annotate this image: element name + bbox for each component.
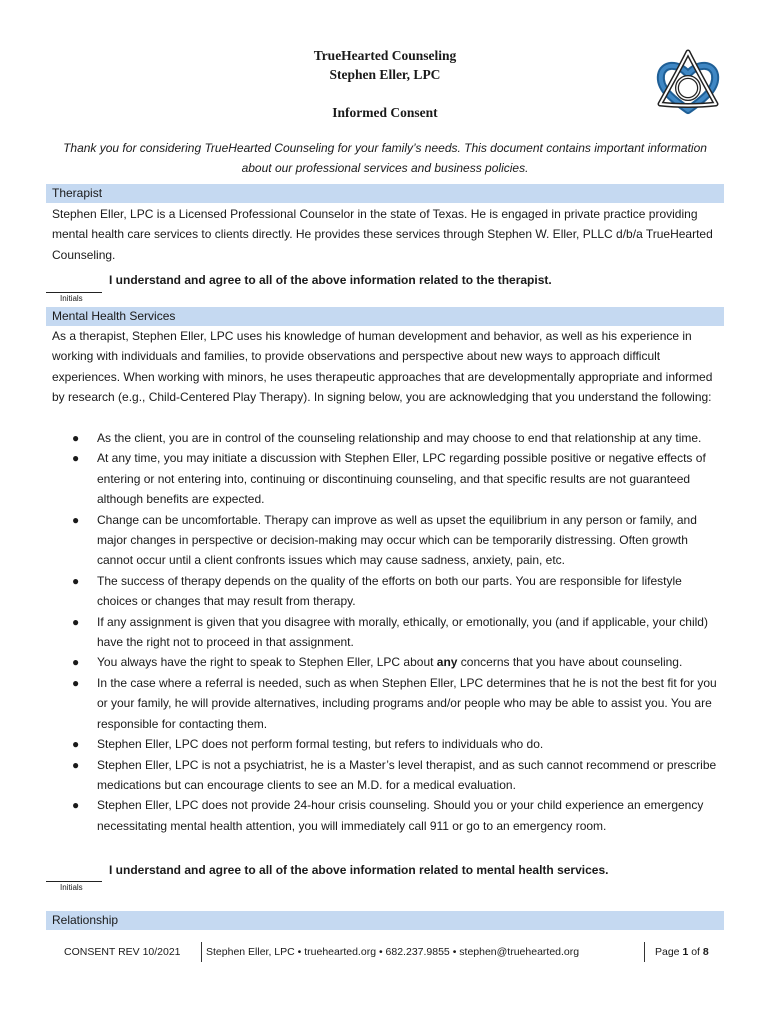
agree-statement-therapist: I understand and agree to all of the above information related to the therapist.	[109, 273, 552, 287]
page-current: 1	[682, 946, 689, 958]
bullet-text: As the client, you are in control of the counseling relationship and may choose to end that relationship at any time.	[97, 431, 702, 445]
bullet-icon: ●	[72, 737, 80, 752]
therapist-name: Stephen Eller, LPC	[329, 67, 441, 82]
bullet-text: The success of therapy depends on the quality of the efforts on both our parts. You are responsible for lifestyle choices or changes that may result from therapy.	[97, 573, 682, 609]
bullet-text-pre: You always have the right to speak to Stephen Eller, LPC about	[97, 655, 437, 670]
bullet-text-post: concerns that you have about counseling.	[457, 655, 683, 670]
bullet-icon: ●	[72, 675, 80, 690]
section-heading-mental-health: Mental Health Services	[46, 307, 724, 326]
page-prefix: Page	[655, 946, 683, 958]
bullet-icon: ●	[72, 573, 80, 588]
bullet-text-emphasis: any	[436, 655, 458, 670]
section-heading-relationship: Relationship	[46, 911, 724, 930]
list-item	[52, 795, 724, 836]
revision-label: CONSENT REV 10/2021	[64, 946, 181, 958]
bullet-text: Stephen Eller, LPC does not provide 24-hour crisis counseling. Should you or your child experience an emergency necessitating mental health attention, you will immediately call 911 or go to an emergency room.	[97, 798, 704, 833]
list-item	[52, 652, 724, 672]
document-title: Informed Consent	[332, 105, 438, 120]
footer-divider	[644, 942, 645, 962]
bullet-icon: ●	[72, 431, 80, 445]
celtic-heart-knot-logo	[651, 48, 725, 122]
bullet-text: Change can be uncomfortable. Therapy can improve as well as upset the equilibrium in any person or family, and major changes in perspective or decision-making may occur which can be temporarily distressing. Often growth cannot occur until a client confronts issues which may cause sadness, anxiety, pain, etc.	[97, 512, 697, 568]
bullet-icon: ●	[72, 451, 80, 466]
list-item	[52, 612, 724, 653]
bullet-icon: ●	[72, 798, 80, 813]
mental-health-intro: As a therapist, Stephen Eller, LPC uses his knowledge of human development and behavior, as well as his experience in working with individuals and families, to provide observations and perspective about new ways to approach difficult experiences. When working with minors, he uses therapeutic approaches that are developmentally appropriate and informed by research (e.g., Child-Centered Play Therapy). In signing below, you are acknowledging that you understand the following:	[52, 329, 713, 405]
page-total: 8	[702, 946, 709, 958]
list-item	[52, 673, 724, 734]
mental-health-bullet-list	[52, 428, 724, 836]
initials-label: Initials	[60, 883, 83, 892]
contact-info: Stephen Eller, LPC • truehearted.org • 682.237.9855 • stephen@truehearted.org	[206, 946, 580, 958]
list-item	[52, 571, 724, 612]
initials-line-mental-health[interactable]	[46, 881, 102, 882]
initials-line-therapist[interactable]	[46, 292, 102, 293]
therapist-paragraph: Stephen Eller, LPC is a Licensed Professional Counselor in the state of Texas. He is engaged in private practice providing mental health care services to clients directly. He provides these services through Stephen W. Eller, PLLC d/b/a TrueHearted Counseling.	[52, 207, 713, 262]
intro-text: Thank you for considering TrueHearted Counseling for your family’s needs. This document contains important information about our professional services and business policies.	[63, 141, 707, 175]
bullet-icon: ●	[72, 757, 80, 772]
list-item	[52, 755, 724, 796]
bullet-icon: ●	[72, 655, 80, 670]
page-of: of	[688, 946, 703, 958]
footer-divider	[201, 942, 202, 962]
agree-statement-mental-health: I understand and agree to all of the above information related to mental health services.	[109, 863, 609, 877]
practice-name: TrueHearted Counseling	[313, 48, 457, 63]
list-item	[52, 734, 724, 754]
bullet-text: Stephen Eller, LPC is not a psychiatrist, he is a Master’s level therapist, and as such cannot recommend or prescribe medications but can encourage clients to see an M.D. for a medical evaluation.	[97, 757, 717, 792]
list-item	[52, 510, 724, 571]
list-item	[52, 428, 724, 448]
page-number	[655, 946, 709, 958]
initials-label: Initials	[60, 294, 83, 303]
bullet-text: In the case where a referral is needed, such as when Stephen Eller, LPC determines that he is not the best fit for you or your family, he will provide alternatives, including programs and/or people who may be able to assist you. You are responsible for contacting them.	[97, 675, 717, 731]
bullet-icon: ●	[72, 614, 80, 629]
page-footer	[0, 942, 770, 962]
bullet-icon: ●	[72, 512, 80, 527]
section-heading-therapist: Therapist	[46, 184, 724, 203]
bullet-text: Stephen Eller, LPC does not perform formal testing, but refers to individuals who do.	[97, 737, 544, 752]
bullet-text: If any assignment is given that you disagree with morally, ethically, or emotionally, you (and if applicable, your child) have the right not to proceed in that assignment.	[97, 614, 708, 650]
list-item	[52, 448, 724, 509]
bullet-text: At any time, you may initiate a discussion with Stephen Eller, LPC regarding possible positive or negative effects of entering or not entering into, continuing or discontinuing counseling, and that specific results are not guaranteed although benefits are expected.	[97, 451, 706, 507]
